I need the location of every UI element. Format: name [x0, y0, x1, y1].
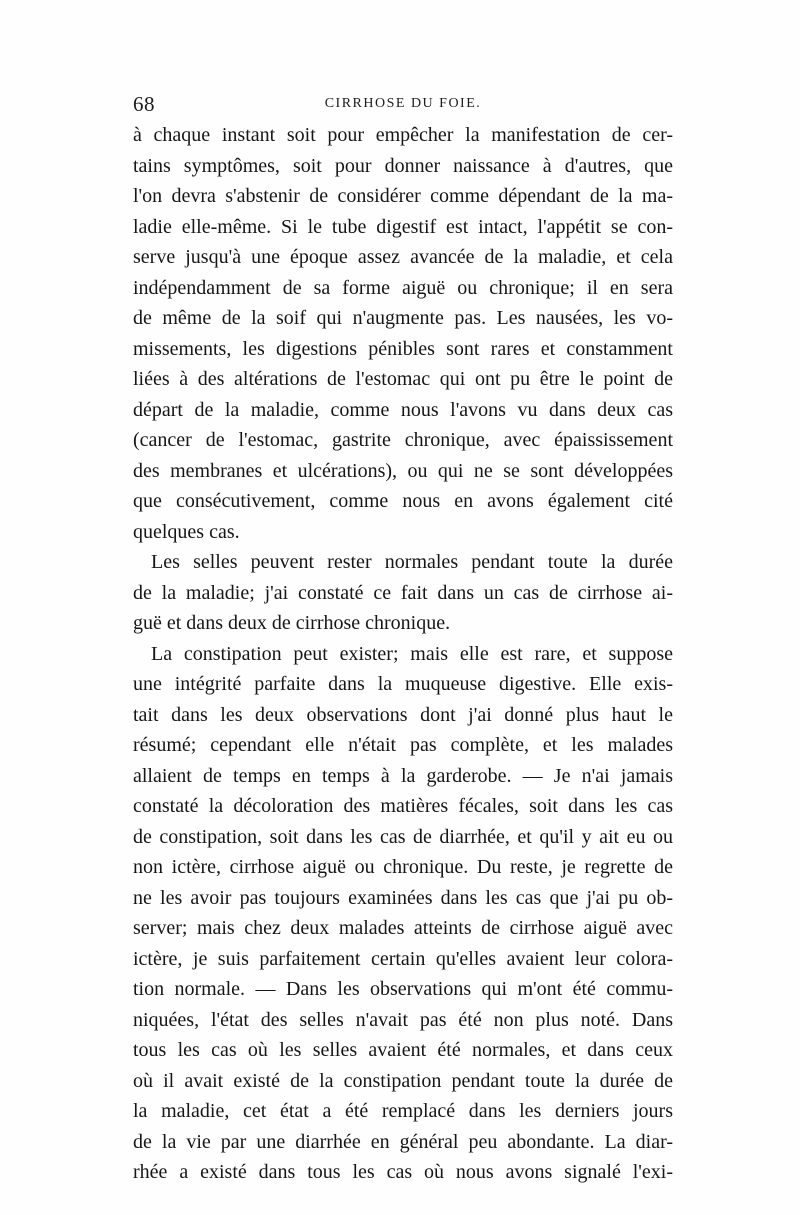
- text-line: missements, les digestions pénibles sont rares et constamment: [133, 337, 673, 360]
- text-line: tion normale. — Dans les observations qui m'ont été commu-: [133, 978, 673, 1000]
- text-line: résumé; cependant elle n'était pas complète, et les malades: [133, 734, 673, 756]
- paragraph-end-line: guë et dans deux de cirrhose chronique.: [133, 612, 451, 634]
- text-line: l'on devra s'abstenir de considérer comme dépendant de la ma-: [133, 185, 673, 207]
- text-line: ne les avoir pas toujours examinées dans les cas que j'ai pu ob-: [133, 886, 673, 909]
- text-line: (cancer de l'estomac, gastrite chronique, avec épaississement: [133, 429, 673, 451]
- text-line: départ de la maladie, comme nous l'avons vu dans deux cas: [133, 398, 673, 421]
- text-line: une intégrité parfaite dans la muqueuse digestive. Elle exis-: [133, 673, 673, 695]
- paragraph-start-line: La constipation peut exister; mais elle est rare, et suppose: [151, 642, 673, 665]
- text-line: niquées, l'état des selles n'avait pas été non plus noté. Dans: [133, 1008, 673, 1031]
- text-line: de la maladie; j'ai constaté ce fait dans un cas de cirrhose ai-: [133, 581, 673, 604]
- paragraph-start-line: Les selles peuvent rester normales pendant toute la durée: [151, 551, 673, 573]
- text-line: allaient de temps en temps à la garderobe. — Je n'ai jamais: [133, 764, 673, 787]
- text-line: rhée a existé dans tous les cas où nous avons signalé l'exi-: [133, 1161, 673, 1183]
- text-line: des membranes et ulcérations), ou qui ne se sont développées: [133, 459, 673, 482]
- text-line: serve jusqu'à une époque assez avancée de la maladie, et cela: [133, 246, 673, 268]
- text-line: tait dans les deux observations dont j'ai donné plus haut le: [133, 703, 673, 726]
- text-line: constaté la décoloration des matières fécales, soit dans les cas: [133, 795, 673, 817]
- text-line: indépendamment de sa forme aiguë ou chronique; il en sera: [133, 276, 673, 299]
- text-line: ictère, je suis parfaitement certain qu'elles avaient leur colora-: [133, 947, 673, 970]
- text-line: tous les cas où les selles avaient été normales, et dans ceux: [133, 1039, 673, 1061]
- text-line: liées à des altérations de l'estomac qui ont pu être le point de: [133, 368, 673, 390]
- text-line: de constipation, soit dans les cas de diarrhée, et qu'il y ait eu ou: [133, 825, 673, 848]
- running-head: [133, 92, 673, 120]
- text-line: que consécutivement, comme nous en avons également cité: [133, 490, 673, 512]
- text-line: non ictère, cirrhose aiguë ou chronique. Du reste, je regrette de: [133, 856, 673, 878]
- text-line: où il avait existé de la constipation pendant toute la durée de: [133, 1069, 673, 1092]
- text-line: à chaque instant soit pour empêcher la manifestation de cer-: [133, 124, 673, 146]
- page-number: 68: [133, 92, 155, 116]
- text-line: de la vie par une diarrhée en général peu abondante. La diar-: [133, 1130, 673, 1153]
- paragraph-end-line: quelques cas.: [133, 520, 240, 543]
- body-text: [133, 120, 673, 1188]
- text-line: ladie elle-même. Si le tube digestif est intact, l'appétit se con-: [133, 215, 673, 238]
- running-title: CIRRHOSE DU FOIE.: [324, 96, 482, 111]
- text-line: de même de la soif qui n'augmente pas. Les nausées, les vo-: [133, 307, 673, 329]
- text-line: server; mais chez deux malades atteints de cirrhose aiguë avec: [133, 917, 673, 939]
- text-line: la maladie, cet état a été remplacé dans les derniers jours: [133, 1100, 673, 1122]
- text-line: tains symptômes, soit pour donner naissance à d'autres, que: [133, 154, 673, 177]
